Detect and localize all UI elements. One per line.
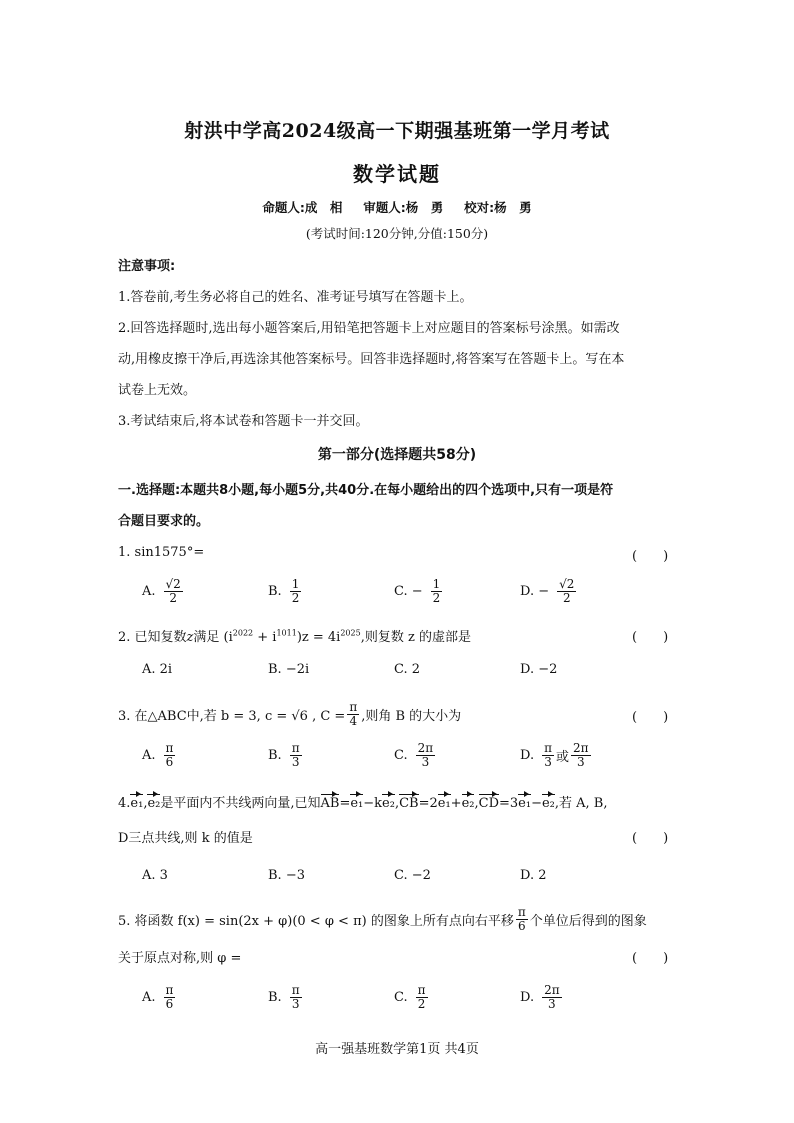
question-4-stem: 4.e₁,e₂是平面内不共线两向量,已知AB=e₁−ke₂,CB=2e₁+e₂,CD=3e₁−e₂,若 A, B, (118, 796, 608, 811)
exam-subject-title: 数学试题 (353, 162, 441, 186)
option-b: B. $\frac{\pi}{3}$ (268, 740, 300, 769)
question-2-options (142, 652, 662, 686)
option-d: D. − $\frac{√2}{2}$ (520, 576, 575, 605)
exam-authors: 命题人:成 相 审题人:杨 勇 校对:杨 勇 (262, 200, 532, 215)
option-a: A. $\frac{\pi}{6}$ (142, 982, 174, 1011)
question-3-options (142, 738, 662, 772)
option-a: A. 2i (142, 661, 173, 677)
option-c: C. $\frac{\pi}{2}$ (394, 982, 426, 1011)
question-2-stem: 2. 已知复数z满足 $(i^{2022} + i^{1011})z = 4i^{2025}$,则复数 z 的虚部是 (118, 628, 471, 645)
question-3-stem: 3. 在△ABC中,若 b = 3, c = √6 , C = $\frac{\pi}{4}$ ,则角 B 的大小为 (118, 699, 462, 728)
option-c: C. 2 (394, 661, 421, 677)
page-footer: 高一强基班数学第1页 共4页 (315, 1042, 479, 1057)
question-5-stem: 5. 将函数 f(x) = sin(2x + φ)(0 < φ < π) 的图象上所有点向右平移 $\frac{\pi}{6}$ 个单位后得到的图象 (118, 904, 647, 933)
option-a: A. $\frac{\pi}{6}$ (142, 740, 174, 769)
option-b: B. $\frac{1}{2}$ (268, 576, 300, 605)
option-c: C. −2 (394, 867, 431, 883)
answer-blank: ( ) (632, 630, 669, 645)
option-d: D. $\frac{\pi}{3}$ 或 $\frac{2\pi}{3}$ (520, 740, 589, 769)
option-c: C. − $\frac{1}{2}$ (394, 576, 441, 605)
notice-item: 动,用橡皮擦干净后,再选涂其他答案标号。回答非选择题时,将答案写在答题卡上。写在本 (118, 352, 625, 367)
answer-blank: ( ) (632, 831, 669, 846)
exam-info: (考试时间:120分钟,分值:150分) (305, 226, 489, 241)
option-d: D. −2 (520, 661, 558, 677)
notice-heading: 注意事项: (118, 259, 176, 274)
option-c: C. $\frac{2\pi}{3}$ (394, 740, 434, 769)
question-4-options (142, 858, 662, 892)
part-heading: 第一部分(选择题共58分) (317, 447, 477, 463)
answer-blank: ( ) (632, 951, 669, 966)
option-b: B. −3 (268, 867, 305, 883)
notice-item: 试卷上无效。 (118, 383, 197, 398)
exam-title: 射洪中学高2024级高一下期强基班第一学月考试 (184, 120, 610, 142)
option-a: A. 3 (142, 867, 168, 883)
option-b: B. −2i (268, 661, 310, 677)
notice-item: 1.答卷前,考生务必将自己的姓名、准考证号填写在答题卡上。 (118, 290, 473, 305)
option-b: B. $\frac{\pi}{3}$ (268, 982, 300, 1011)
option-d: D. 2 (520, 867, 547, 883)
option-a: A. $\frac{√2}{2}$ (142, 576, 181, 605)
question-5-options (142, 980, 662, 1014)
section-instructions: 一.选择题:本题共8小题,每小题5分,共40分.在每小题给出的四个选项中,只有一项是符 (118, 483, 614, 498)
answer-blank: ( ) (632, 710, 669, 725)
section-instructions-cont: 合题目要求的。 (118, 514, 210, 529)
option-d: D. $\frac{2\pi}{3}$ (520, 982, 560, 1011)
question-4-stem-cont: D三点共线,则 k 的值是 (118, 831, 253, 846)
answer-blank: ( ) (632, 549, 669, 564)
notice-item: 3.考试结束后,将本试卷和答题卡一并交回。 (118, 414, 369, 429)
question-5-stem-cont: 关于原点对称,则 φ = (118, 951, 242, 966)
question-1-stem: 1. sin1575°= (118, 545, 205, 560)
notice-item: 2.回答选择题时,选出每小题答案后,用铅笔把答题卡上对应题目的答案标号涂黑。如需改 (118, 321, 620, 336)
question-1-options (142, 574, 662, 608)
